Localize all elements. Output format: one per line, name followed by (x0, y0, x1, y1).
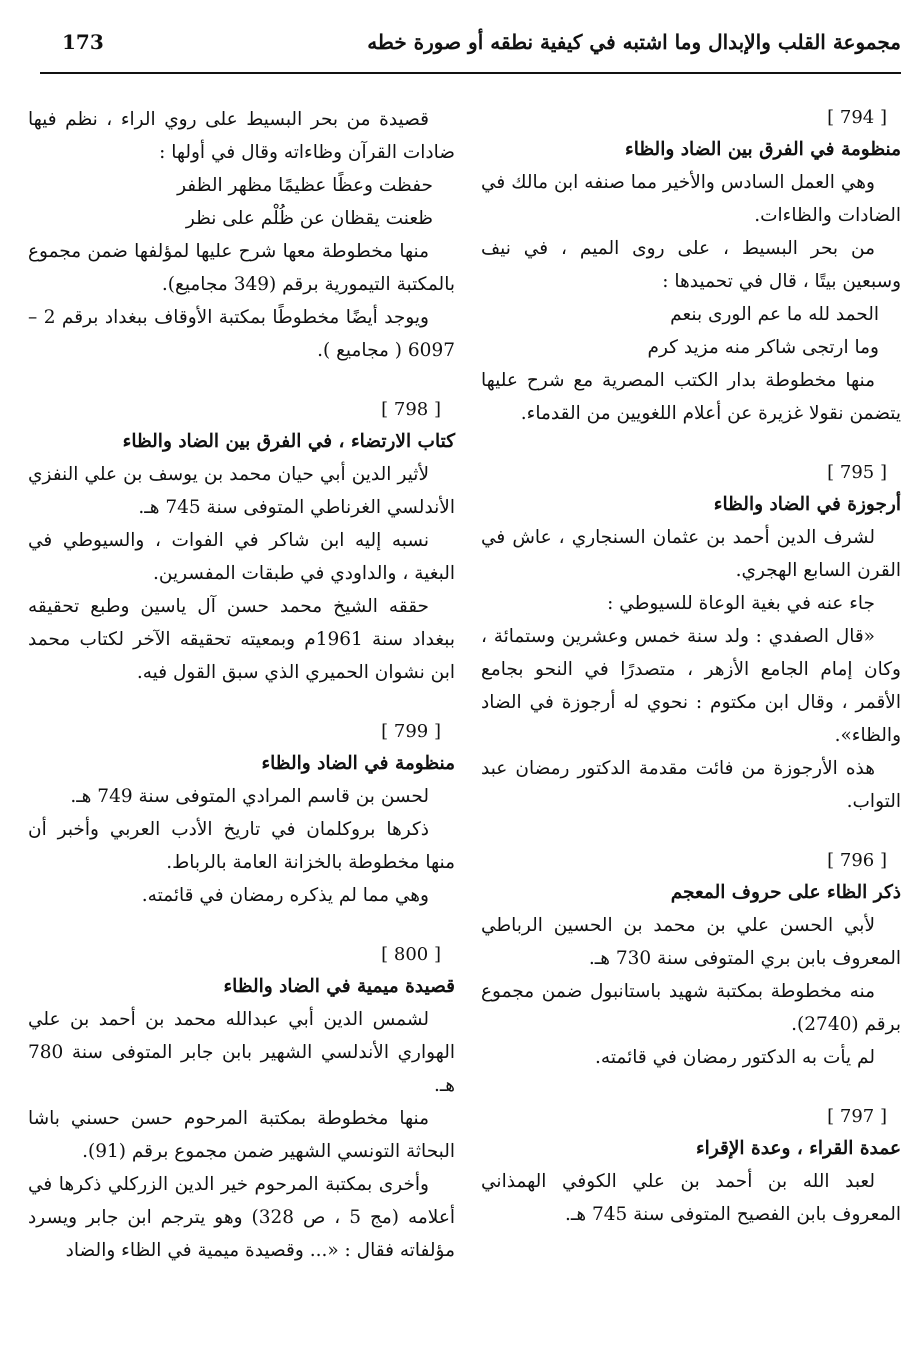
entry (28, 940, 455, 1267)
entry-number: [ 796 ] (827, 850, 887, 871)
paragraph: وهي العمل السادس والأخير مما صنفه ابن مالك في الضادات والظاءات. (481, 172, 901, 226)
entry-heading: قصيدة ميمية في الضاد والظاء (223, 976, 455, 997)
paragraph: هذه الأرجوزة من فائت مقدمة الدكتور رمضان عبد التواب. (481, 758, 901, 812)
running-title: مجموعة القلب والإبدال وما اشتبه في كيفية نطقه أو صورة خطه (367, 30, 901, 54)
entry-number: [ 800 ] (381, 944, 441, 965)
entry-heading: عمدة القراء ، وعدة الإقراء (695, 1138, 901, 1159)
paragraph: لشمس الدين أبي عبدالله محمد بن أحمد بن علي الهواري الأندلسي الشهير بابن جابر المتوفى سنة 780 هـ. (28, 1009, 455, 1096)
entry-heading: ذكر الظاء على حروف المعجم (670, 882, 901, 903)
entry-number: [ 798 ] (381, 399, 441, 420)
paragraph: منها مخطوطة بمكتبة المرحوم حسن حسني باشا البحاثة التونسي الشهير ضمن مجموع برقم (91). (28, 1108, 455, 1162)
entry-heading: منظومة في الضاد والظاء (261, 753, 455, 774)
left-column (28, 103, 455, 1295)
paragraph: وأخرى بمكتبة المرحوم خير الدين الزركلي ذكرها في أعلامه (مج 5 ، ص 328) وهو يترجم ابن جابر ويسرد مؤلفاته فقال : «... وقصيدة ميمية في الظاء والضاد (28, 1174, 456, 1261)
header-rule (40, 72, 901, 74)
right-column (481, 103, 901, 1259)
paragraph: من بحر البسيط ، على روى الميم ، في نيف وسبعين بيتًا ، قال في تحميدها : (481, 238, 901, 292)
entry-number: [ 799 ] (381, 721, 441, 742)
entry-heading: كتاب الارتضاء ، في الفرق بين الضاد والظاء (122, 431, 455, 452)
page-header (40, 30, 901, 80)
verse-line: حفظت وعظًا عظيمًا مظهر الظفر (177, 175, 433, 196)
verse-line: ظعنت يقظان عن ظُلْم على نظر (185, 208, 433, 229)
paragraph: لأبي الحسن علي بن محمد بن الحسين الرباطي المعروف بابن بري المتوفى سنة 730 هـ. (481, 915, 901, 969)
entry (481, 458, 901, 818)
paragraph: لحسن بن قاسم المرادي المتوفى سنة 749 هـ. (70, 786, 429, 807)
paragraph: «قال الصفدي : ولد سنة خمس وعشرين وستمائة ، وكان إمام الجامع الأزهر ، متصدرًا في النحو بجامع الأقمر ، وقال ابن مكتوم : نحوي له أرجوزة في الضاد والظاء». (481, 626, 901, 746)
paragraph: حققه الشيخ محمد حسن آل ياسين وطبع تحقيقه ببغداد سنة 1961م وبمعيته تحقيقه الآخر لكتاب محمد ابن نشوان الحميري الذي سبق القول فيه. (28, 596, 455, 683)
entry (481, 846, 901, 1074)
paragraph: ذكرها بروكلمان في تاريخ الأدب العربي وأخبر أن منها مخطوطة بالخزانة العامة بالرباط. (28, 819, 455, 873)
entry (28, 103, 455, 367)
paragraph: لعبد الله بن أحمد بن علي الكوفي الهمذاني المعروف بابن الفصيح المتوفى سنة 745 هـ. (481, 1171, 901, 1225)
entry-number: [ 795 ] (827, 462, 887, 483)
entry (481, 103, 901, 430)
entry-number: [ 797 ] (827, 1106, 887, 1127)
paragraph: لم يأت به الدكتور رمضان في قائمته. (595, 1047, 875, 1068)
entry-heading: أرجوزة في الضاد والظاء (713, 494, 901, 515)
page-number: 173 (62, 30, 104, 54)
paragraph: قصيدة من بحر البسيط على روي الراء ، نظم فيها ضادات القرآن وظاءاته وقال في أولها : (28, 109, 455, 163)
paragraph: وهي مما لم يذكره رمضان في قائمته. (141, 885, 429, 906)
paragraph: لشرف الدين أحمد بن عثمان السنجاري ، عاش في القرن السابع الهجري. (481, 527, 901, 581)
paragraph: نسبه إليه ابن شاكر في الفوات ، والسيوطي في البغية ، والداودي في طبقات المفسرين. (28, 530, 455, 584)
paragraph: لأثير الدين أبي حيان محمد بن يوسف بن علي النفزي الأندلسي الغرناطي المتوفى سنة 745 هـ. (28, 464, 455, 518)
paragraph: منها مخطوطة بدار الكتب المصرية مع شرح عليها يتضمن نقولا غزيرة عن أعلام اللغويين من القدماء. (481, 370, 901, 424)
entry (28, 395, 455, 689)
entry-heading: منظومة في الفرق بين الضاد والظاء (625, 139, 901, 160)
verse-line: الحمد لله ما عم الورى بنعم (670, 304, 879, 325)
entry (28, 717, 455, 912)
verse-line: وما ارتجى شاكر منه مزيد كرم (647, 337, 879, 358)
paragraph: جاء عنه في بغية الوعاة للسيوطي : (607, 593, 875, 614)
entry-number: [ 794 ] (827, 107, 887, 128)
entry (481, 1102, 901, 1231)
paragraph: ويوجد أيضًا مخطوطًا بمكتبة الأوقاف ببغداد برقم 2 – 6097 ( مجاميع ). (28, 307, 455, 361)
paragraph: منه مخطوطة بمكتبة شهيد باستانبول ضمن مجموع برقم (2740). (481, 981, 901, 1035)
paragraph: منها مخطوطة معها شرح عليها لمؤلفها ضمن مجموع بالمكتبة التيمورية برقم (349 مجاميع). (28, 241, 455, 295)
